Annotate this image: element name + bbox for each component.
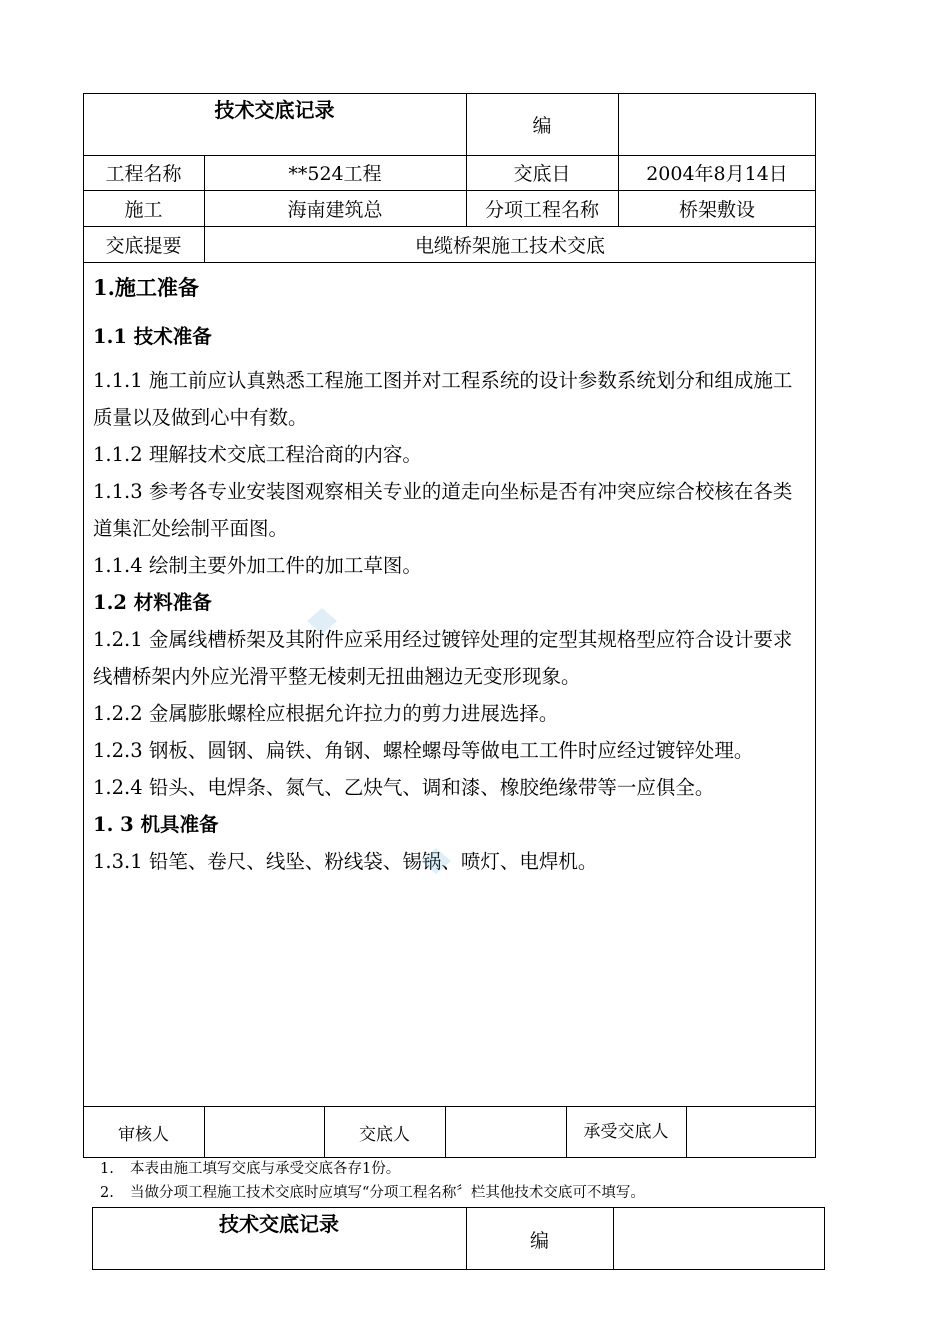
watermark-icon [419, 846, 453, 876]
sub-project-value: 桥架敷设 [678, 198, 755, 221]
section-heading: 1.施工准备 [93, 275, 199, 300]
paragraph: 1.3.1 铅笔、卷尺、线坠、粉线袋、锡锅、喷灯、电焊机。 [93, 850, 598, 873]
serial-label: 编 [532, 114, 552, 137]
discloser-value[interactable] [445, 1106, 566, 1158]
watermark-icon [305, 606, 339, 636]
reviewer-label: 审核人 [118, 1124, 169, 1145]
construction-label: 施工 [124, 198, 163, 221]
paragraph: 1.1.3 参考各专业安装图观察相关专业的道走向坐标是否有冲突应综合校核在各类道集汇处绘制平面图。 [93, 480, 793, 540]
footnote-number: 1. [100, 1161, 114, 1177]
footnote-item [100, 1157, 645, 1181]
row-divider [83, 262, 816, 263]
footnote-item [100, 1181, 645, 1205]
paragraph: 1.1.1 施工前应认真熟悉工程施工图并对工程系统的设计参数系统划分和组成施工质量以及做到心中有数。 [93, 369, 793, 429]
subsection-heading: 1. 3 机具准备 [93, 813, 219, 836]
subsection-heading: 1.1 技术准备 [93, 325, 212, 348]
receiver-value[interactable] [686, 1106, 816, 1158]
footnotes [100, 1157, 645, 1205]
paragraph: 1.1.4 绘制主要外加工件的加工草图。 [93, 554, 422, 577]
serial-value-2[interactable] [613, 1207, 825, 1270]
date-value: 2004年8月14日 [646, 163, 788, 185]
discloser-label: 交底人 [359, 1124, 410, 1145]
paragraph: 1.2.1 金属线槽桥架及其附件应采用经过镀锌处理的定型其规格型应符合设计要求线槽桥架内外应光滑平整无棱刺无扭曲翘边无变形现象。 [93, 628, 793, 688]
project-name-label: 工程名称 [105, 163, 182, 185]
date-label: 交底日 [513, 163, 571, 185]
record-title-2: 技术交底记录 [219, 1211, 339, 1236]
paragraph: 1.2.2 金属膨胀螺栓应根据允许拉力的剪力进展选择。 [93, 702, 559, 725]
summary-value: 电缆桥架施工技术交底 [414, 234, 605, 257]
project-name-value: **524工程 [288, 163, 382, 185]
record-title: 技术交底记录 [214, 97, 335, 122]
sub-project-label: 分项工程名称 [484, 198, 599, 221]
paragraph: 1.1.2 理解技术交底工程洽商的内容。 [93, 443, 422, 466]
footnote-text: 本表由施工填写交底与承受交底各存1份。 [130, 1161, 401, 1177]
serial-label-2: 编 [529, 1229, 549, 1252]
receiver-label: 承受交底人 [583, 1122, 669, 1142]
disclosure-content [93, 264, 798, 880]
footnote-text: 当做分项工程施工技术交底时应填写“分项工程名称〞栏其他技术交底可不填写。 [130, 1185, 645, 1201]
summary-label: 交底提要 [105, 234, 182, 257]
serial-value[interactable] [618, 93, 816, 155]
paragraph: 1.2.3 钢板、圆钢、扁铁、角钢、螺栓螺母等做电工工件时应经过镀锌处理。 [93, 739, 754, 762]
col-divider [566, 1106, 567, 1158]
reviewer-value[interactable] [204, 1106, 324, 1158]
footnote-number: 2. [100, 1185, 114, 1201]
paragraph: 1.2.4 铅头、电焊条、氮气、乙炔气、调和漆、橡胶绝缘带等一应俱全。 [93, 776, 715, 799]
construction-value: 海南建筑总 [287, 198, 383, 221]
subsection-heading: 1.2 材料准备 [93, 591, 212, 614]
